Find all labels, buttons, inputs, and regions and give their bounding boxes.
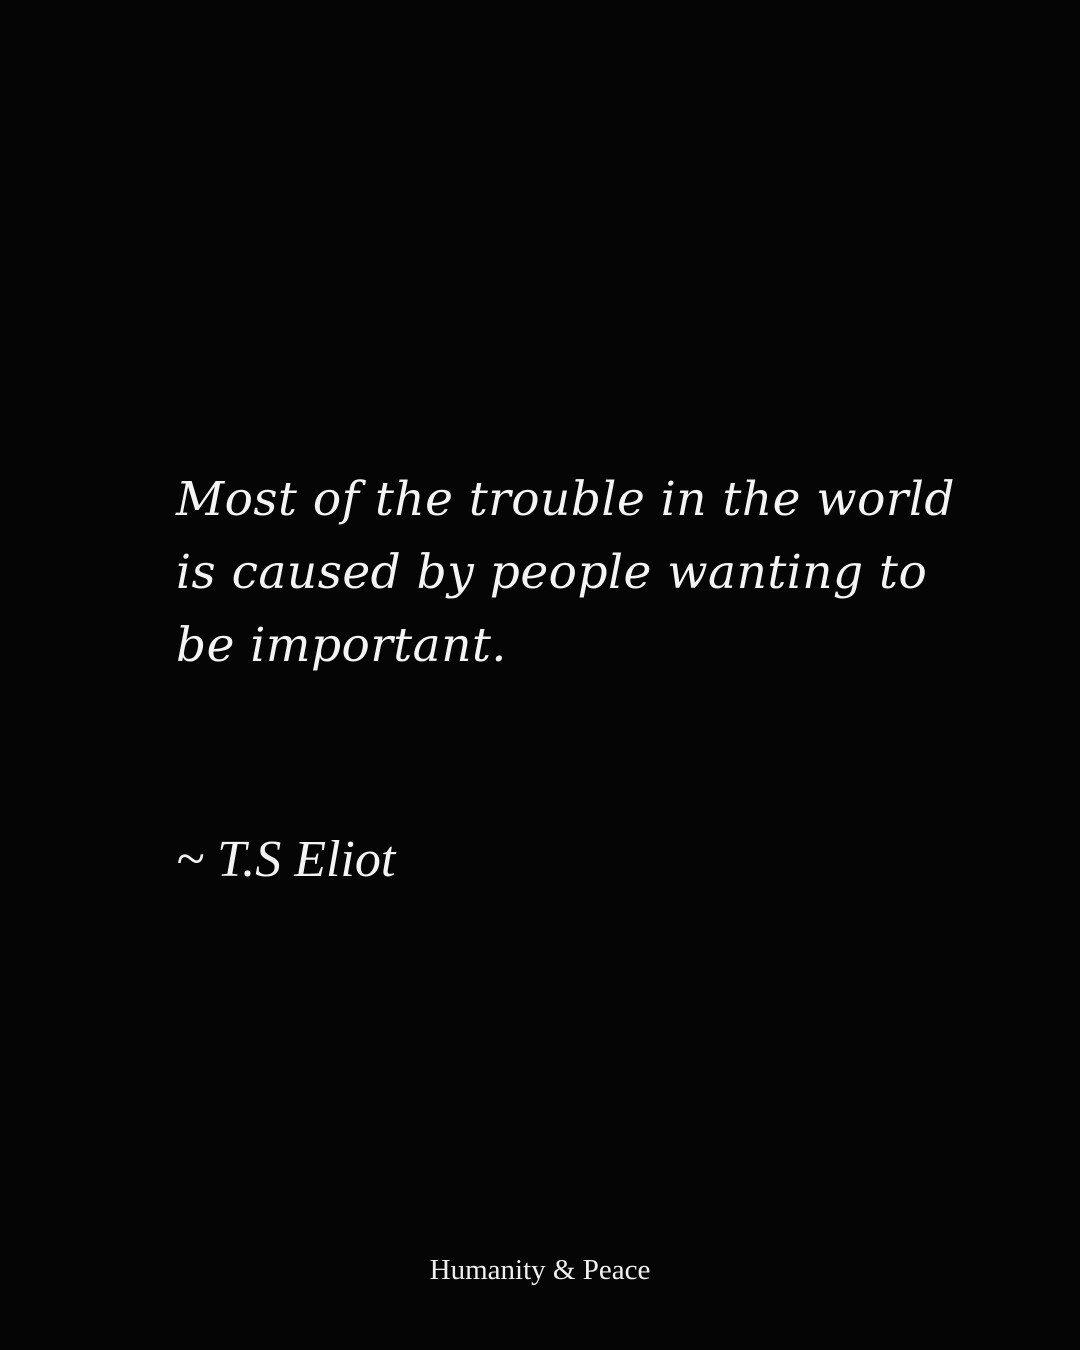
quote-line-2: is caused by people wanting to <box>176 545 928 600</box>
quote-attribution: ~ T.S Eliot <box>176 831 396 888</box>
quote-line-1: Most of the trouble in the world <box>176 472 955 527</box>
quote-text <box>176 463 955 682</box>
quote-line-3: be important. <box>176 618 507 673</box>
brand-signature: Humanity & Peace <box>429 1254 651 1286</box>
